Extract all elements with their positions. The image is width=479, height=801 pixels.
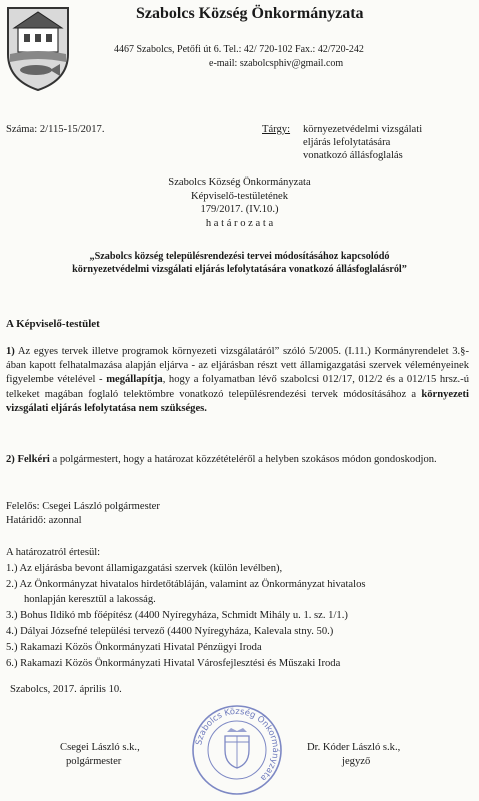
stamp-text: Szabolcs Község Önkormányzata: [194, 706, 281, 783]
point-1-paragraph: [6, 345, 469, 416]
signature-left-name: Csegei László s.k.,: [60, 742, 140, 753]
point-1-text-a: Az egyes tervek illetve programok környezeti vizsgálatáról” szóló 5/2005. (I.11.) Kormányrendelet 3.§-ában kapott felhatalmazása alapján eljárva - az eljárásban részt vett államigazgatási szervek véleményeinek figyelembe vételével -: [6, 346, 469, 386]
resolution-title-line: „Szabolcs község településrendezési tervei módosításához kapcsolódó: [89, 251, 390, 262]
official-stamp: [191, 704, 283, 796]
header-title: Szabolcs Község Önkormányzata: [136, 5, 364, 22]
notify-item: 1.) Az eljárásba bevont államigazgatási szervek (külön levélben),: [6, 562, 283, 574]
notify-item: 2.) Az Önkormányzat hivatalos hirdetőtábláján, valamint az Önkormányzat hivatalos: [6, 578, 366, 590]
coat-of-arms-icon: [4, 4, 72, 92]
point-2-number: 2): [6, 454, 15, 465]
resolution-title-line: környezetvédelmi vizsgálati eljárás lefolytatására vonatkozó állásfoglalásról”: [72, 264, 407, 275]
header-email: e-mail: szabolcsphiv@gmail.com: [209, 58, 344, 69]
resolution-header: [0, 176, 479, 230]
council-heading: A Képviselő-testület: [6, 318, 100, 330]
signature-left-title: polgármester: [66, 756, 122, 767]
deadline-line: Határidő: azonnal: [6, 515, 82, 526]
date-line: Szabolcs, 2017. április 10.: [10, 684, 122, 695]
point-2-paragraph: [6, 453, 469, 467]
notify-list: [6, 545, 365, 671]
signature-right-title: jegyző: [342, 756, 371, 767]
signature-right-name: Dr. Kóder László s.k.,: [307, 742, 401, 753]
reference-number: Száma: 2/115-15/2017.: [6, 124, 105, 135]
point-1-bold-verb: megállapítja: [106, 374, 163, 386]
subject-label: Tárgy:: [262, 124, 291, 135]
notify-item: 6.) Rakamazi Közös Önkormányzati Hivatal Városfejlesztési és Műszaki Iroda: [6, 657, 341, 669]
point-2-bold-verb: Felkéri: [17, 454, 50, 465]
resolution-header-line: Képviselő-testületének: [190, 190, 289, 202]
point-1-bold-conclusion: környezeti vizsgálati eljárás lefolytatása nem szükséges.: [6, 388, 469, 414]
notify-item: 4.) Dályai Józsefné települési tervező (4400 Nyíregyháza, Kalevala stny. 50.): [6, 625, 334, 637]
responsible-line: Felelős: Csegei László polgármester: [6, 501, 160, 512]
resolution-header-line: h a t á r o z a t a: [205, 217, 274, 229]
resolution-header-line: Szabolcs Község Önkormányzata: [168, 177, 311, 188]
notify-item: honlapján keresztül a lakosság.: [24, 594, 156, 606]
point-1-number: 1): [6, 346, 15, 357]
point-2-text: a polgármestert, hogy a határozat közzétételéről a helyben szokásos módon gondoskodjon.: [49, 454, 437, 465]
subject-line-2: eljárás lefolytatására: [303, 137, 391, 148]
subject-line-1: környezetvédelmi vizsgálati: [303, 124, 423, 135]
resolution-title: [0, 250, 479, 276]
subject-line-3: vonatkozó állásfoglalás: [303, 150, 403, 161]
notify-heading: A határozatról értesül:: [6, 547, 101, 558]
responsible-block: [6, 500, 160, 528]
point-1-text-c: , hogy a folyamatban lévő szabolcsi 012/17, 012/2 és a 012/15 hrsz.-ú telkeket magában foglaló telektömbre vonatkozó településrendezési tervek módosításához a: [6, 374, 469, 400]
notify-item: 5.) Rakamazi Közös Önkormányzati Hivatal Pénzügyi Iroda: [6, 641, 262, 653]
resolution-header-line: 179/2017. (IV.10.): [200, 204, 279, 215]
header-address: 4467 Szabolcs, Petőfi út 6. Tel.: 42/ 720-102 Fax.: 42/720-242: [114, 44, 364, 55]
notify-item: 3.) Bohus Ildikó mb főépítész (4400 Nyíregyháza, Schmidt Mihály u. 1. sz. 1/1.): [6, 610, 348, 622]
